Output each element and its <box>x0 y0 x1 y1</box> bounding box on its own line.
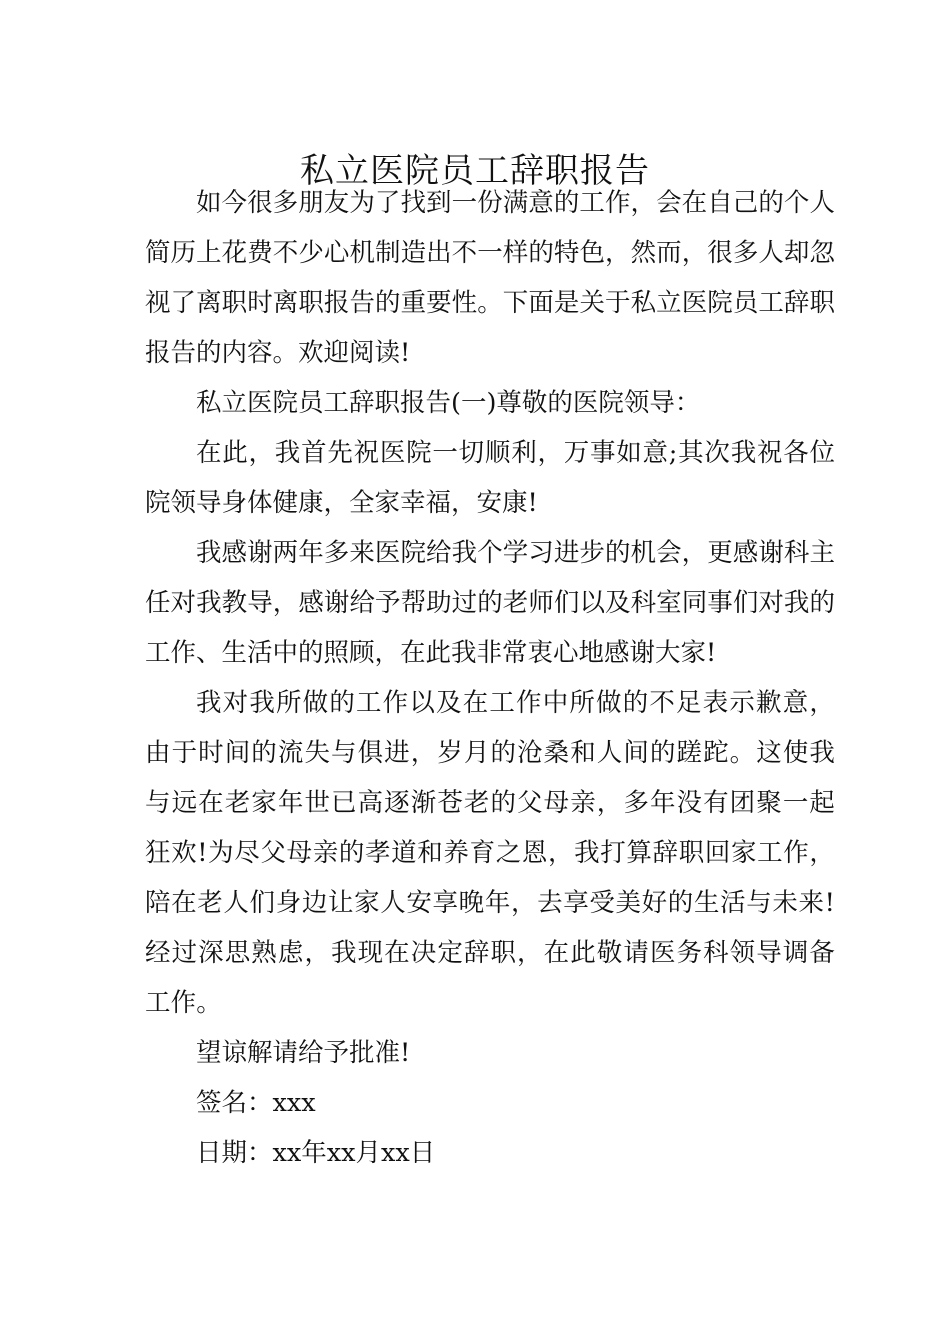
document-body <box>145 178 835 1178</box>
signature-line: 签名：xxx <box>196 1088 316 1118</box>
resignation-reason-paragraph: 我对我所做的工作以及在工作中所做的不足表示歉意，由于时间的流失与俱进，岁月的沧桑和人间的蹉跎。这使我与远在老家年世已高逐渐苍老的父母亲，多年没有团聚一起狂欢!为尽父母亲的孝道和养育之恩，我打算辞职回家工作，陪在老人们身边让家人安享晚年，去享受美好的生活与未来!经过深思熟虑，我现在决定辞职，在此敬请医务科领导调备工作。 <box>145 688 835 1018</box>
approval-request-line: 望谅解请给予批准! <box>196 1038 411 1068</box>
thanks-paragraph: 我感谢两年多来医院给我个学习进步的机会，更感谢科主任对我教导，感谢给予帮助过的老师们以及科室同事们对我的工作、生活中的照顾，在此我非常衷心地感谢大家! <box>145 538 835 668</box>
intro-paragraph: 如今很多朋友为了找到一份满意的工作，会在自己的个人简历上花费不少心机制造出不一样的特色，然而，很多人却忽视了离职时离职报告的重要性。下面是关于私立医院员工辞职报告的内容。欢迎阅读! <box>145 188 835 368</box>
report-heading-line: 私立医院员工辞职报告(一)尊敬的医院领导： <box>196 388 701 418</box>
greeting-paragraph: 在此，我首先祝医院一切顺利，万事如意;其次我祝各位院领导身体健康，全家幸福，安康! <box>145 438 835 518</box>
document-title: 私立医院员工辞职报告 <box>300 150 650 191</box>
date-line: 日期：xx年xx月xx日 <box>196 1138 436 1168</box>
